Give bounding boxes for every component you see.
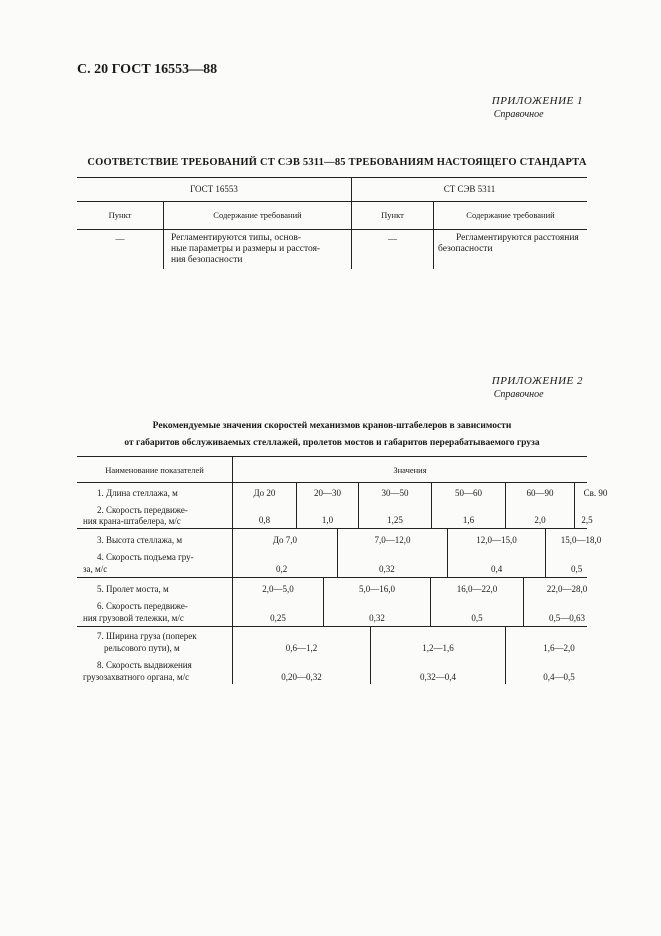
g3-a-cell: 22,0—28,0 [546, 584, 588, 594]
g1-b-cell: 1,25 [387, 515, 403, 525]
appendix1-title: СООТВЕТСТВИЕ ТРЕБОВАНИЙ СТ СЭВ 5311—85 ТРЕБОВАНИЯМ НАСТОЯЩЕГО СТАНДАРТА [87, 157, 587, 168]
g2-b-cell: 0,2 [276, 564, 288, 574]
g1-a-cell: 50—60 [455, 488, 482, 498]
g1-name-2-line1: 2. Скорость передвиже- [97, 505, 188, 515]
g4-a-cell: 0,6—1,2 [285, 643, 318, 653]
appendix1-label-block [492, 95, 583, 120]
g4-a-cell: 1,2—1,6 [422, 643, 454, 653]
g1-a-cell: 60—90 [526, 488, 554, 498]
h-content-1: Содержание требований [213, 210, 302, 220]
g3-name-2-line1: 6. Скорость передвиже- [97, 601, 188, 611]
g2-b-cell: 0,32 [379, 564, 395, 574]
g2-a-cell: 7,0—12,0 [374, 535, 411, 545]
h-punkt-1: Пункт [108, 210, 132, 220]
g2-name-2-line2: за, м/с [83, 564, 108, 574]
g2-name-1: 3. Высота стеллажа, м [97, 535, 183, 545]
g4-name-2-line1: 8. Скорость выдвижения [97, 660, 192, 670]
row-punkt-1: — [115, 234, 125, 244]
g3-name-2-line2: ния грузовой тележки, м/с [83, 613, 184, 623]
g1-name-2-line2: ния крана-штабелера, м/с [83, 516, 181, 526]
appendix2-label: ПРИЛОЖЕНИЕ 2 [491, 375, 583, 387]
g4-b-cell: 0,32—0,4 [420, 672, 456, 682]
g1-b-cell: 1,6 [462, 515, 475, 525]
g1-a-cell: Св. 90 [583, 488, 608, 498]
g4-a-cell: 1,6—2,0 [543, 643, 575, 653]
appendix1-label: ПРИЛОЖЕНИЕ 1 [491, 95, 583, 107]
g4-name-1-line1: 7. Ширина груза (поперек [97, 631, 197, 641]
g2-a-cell: 15,0—18,0 [560, 535, 602, 545]
g3-b-cell: 0,32 [369, 613, 385, 623]
g2-name-2-line1: 4. Скорость подъема гру- [97, 552, 194, 562]
g2-b-cell: 0,5 [571, 564, 583, 574]
row-content-1-line1: Регламентируются типы, основ- [171, 233, 302, 243]
g3-b-cell: 0,5 [471, 613, 483, 623]
appendix1-sub: Справочное [493, 109, 544, 120]
appendix2-sub: Справочное [493, 389, 544, 400]
h-punkt-2: Пункт [381, 210, 404, 220]
row-content-1-line3: ния безопасности [171, 255, 243, 265]
g3-a-cell: 16,0—22,0 [456, 584, 498, 594]
row-content-1-line2: ные параметры и размеры и расстоя- [171, 244, 321, 254]
g2-a-cell: 12,0—15,0 [476, 535, 517, 545]
g1-a-cell: До 20 [253, 488, 276, 498]
row-content-2-line1: Регламентируются расстояния [456, 233, 579, 243]
g3-a-cell: 2,0—5,0 [262, 584, 294, 594]
h-name: Наименование показателей [105, 465, 204, 475]
g3-name-1: 5. Пролет моста, м [97, 584, 169, 594]
page-header: С. 20 ГОСТ 16553—88 [77, 62, 218, 77]
col-gost: ГОСТ 16553 [190, 184, 238, 194]
g4-name-2-line2: грузозахватного органа, м/с [83, 672, 190, 682]
h-content-2: Содержание требований [466, 210, 555, 220]
g3-a-cell: 5,0—16,0 [359, 584, 395, 594]
appendix2-label-block [492, 375, 583, 400]
g1-a-cell: 30—50 [381, 488, 409, 498]
g1-name-1: 1. Длина стеллажа, м [97, 488, 178, 498]
row-content-2-line2: безопасности [438, 244, 493, 254]
g2-a-cell: До 7,0 [272, 535, 298, 545]
g3-b-cell: 0,25 [270, 613, 286, 623]
row-punkt-2: — [388, 234, 397, 244]
g1-b-cell: 2,5 [581, 515, 593, 525]
g1-b-cell: 1,0 [321, 515, 334, 525]
g1-a-cell: 20—30 [314, 488, 341, 498]
g1-b-cell: 2,0 [534, 515, 546, 525]
g4-b-cell: 0,4—0,5 [543, 672, 575, 682]
g2-b-cell: 0,4 [491, 564, 503, 574]
appendix2-title-line2: от габаритов обслуживаемых стеллажей, пролетов мостов и габаритов перерабатываемого груза [124, 438, 540, 448]
g4-name-1-line2: рельсового пути), м [104, 643, 180, 653]
col-st-sev: СТ СЭВ 5311 [443, 184, 496, 194]
g4-b-cell: 0,20—0,32 [281, 672, 322, 682]
g1-b-cell: 0,8 [258, 515, 271, 525]
appendix2-title-line1: Рекомендуемые значения скоростей механизмов кранов-штабелеров в зависимости [152, 421, 512, 431]
g3-b-cell: 0,5—0,63 [549, 613, 585, 623]
h-values: Значения [393, 465, 427, 475]
